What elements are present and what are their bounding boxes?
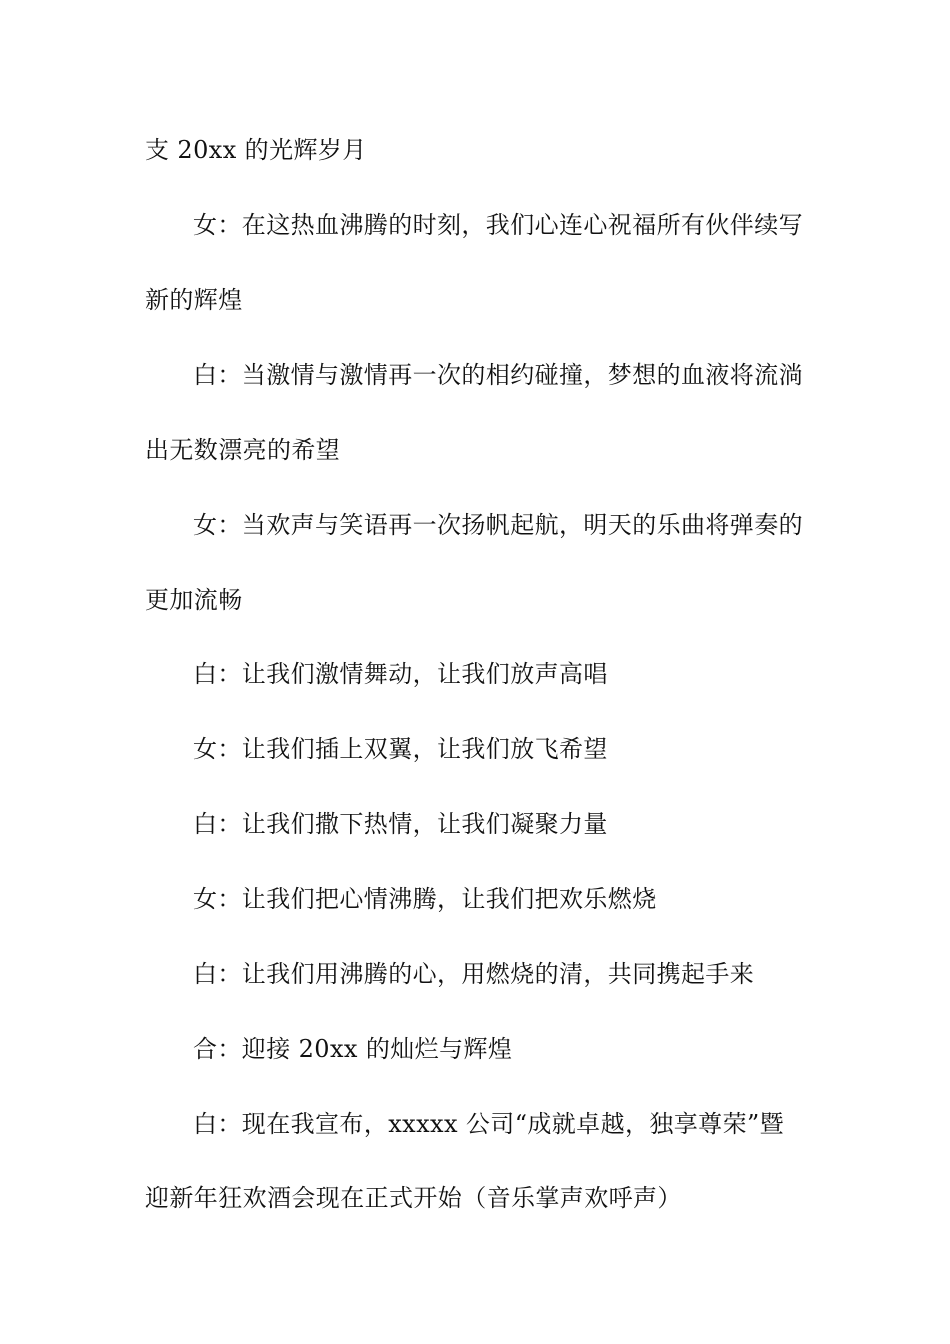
dialogue-line-female: 女：在这热血沸腾的时刻，我们心连心祝福所有伙伴续写 (193, 211, 803, 239)
paragraph-continuation: 支 20xx 的光辉岁月 (145, 136, 367, 164)
paragraph-continuation: 更加流畅 (145, 586, 243, 614)
paragraph-continuation: 新的辉煌 (145, 286, 243, 314)
dialogue-line-male: 白：让我们撒下热情，让我们凝聚力量 (193, 810, 608, 838)
dialogue-line-male: 白：让我们用沸腾的心，用燃烧的清，共同携起手来 (193, 960, 755, 988)
dialogue-line-female: 女：让我们插上双翼，让我们放飞希望 (193, 735, 608, 763)
dialogue-line-female: 女：当欢声与笑语再一次扬帆起航，明天的乐曲将弹奏的 (193, 511, 803, 539)
paragraph-continuation: 出无数漂亮的希望 (145, 436, 341, 464)
dialogue-line-female: 女：让我们把心情沸腾，让我们把欢乐燃烧 (193, 885, 657, 913)
paragraph-continuation: 迎新年狂欢酒会现在正式开始（音乐掌声欢呼声） (145, 1184, 682, 1212)
dialogue-line-male: 白：现在我宣布，xxxxx 公司“成就卓越，独享尊荣”暨 (193, 1110, 785, 1138)
dialogue-line-male: 白：当激情与激情再一次的相约碰撞，梦想的血液将流淌 (193, 361, 803, 389)
dialogue-line-together: 合：迎接 20xx 的灿烂与辉煌 (193, 1035, 513, 1063)
dialogue-line-male: 白：让我们激情舞动，让我们放声高唱 (193, 660, 608, 688)
